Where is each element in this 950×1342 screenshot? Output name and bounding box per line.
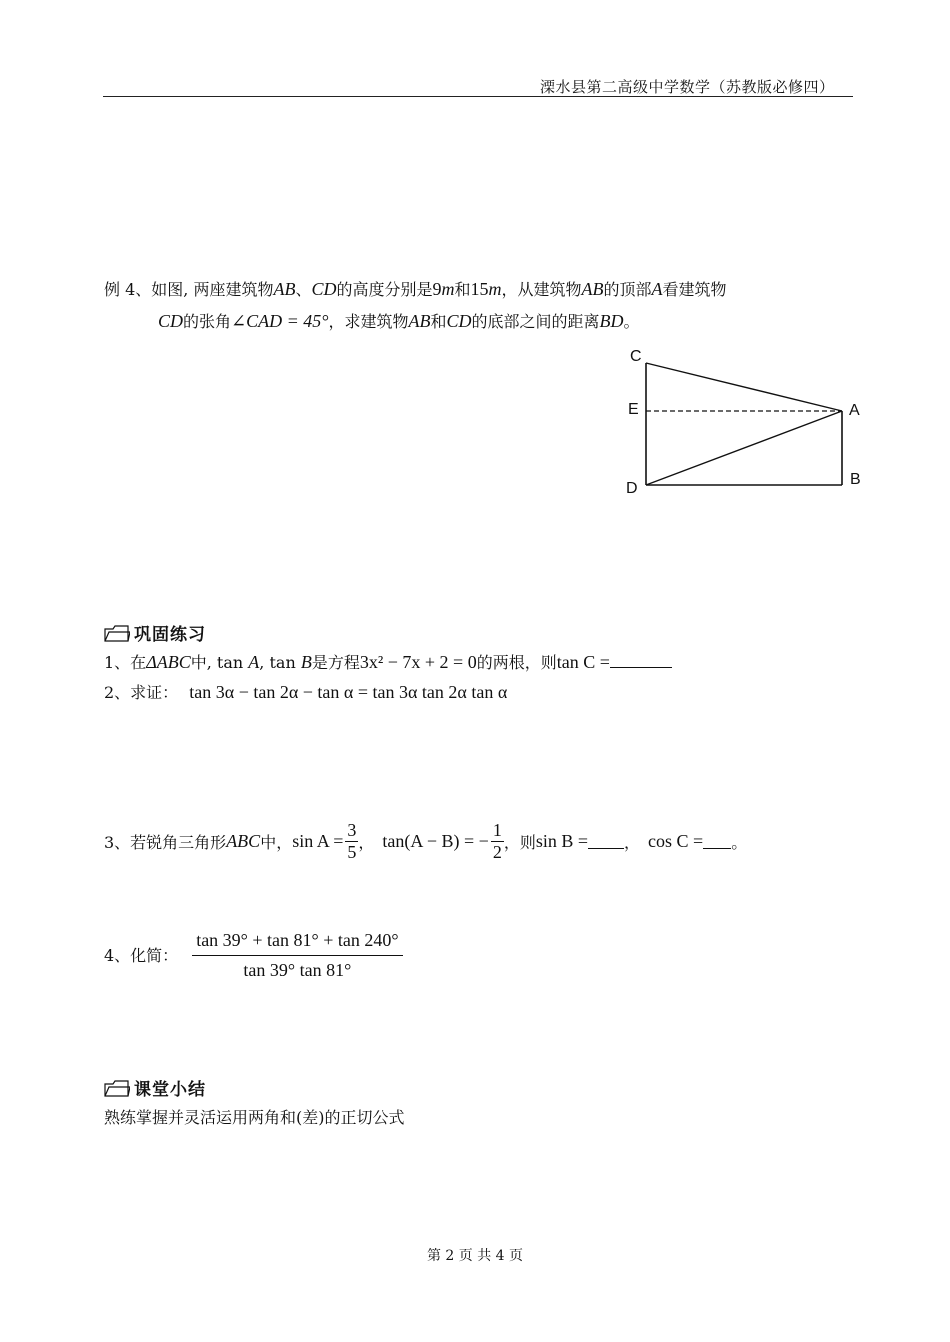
text: , tan bbox=[259, 653, 296, 672]
summary-text: 熟练掌握并灵活运用两角和(差)的正切公式 bbox=[104, 1108, 405, 1127]
numerator: tan 39° + tan 81° + tan 240° bbox=[196, 930, 399, 950]
var-A: A bbox=[248, 652, 260, 672]
building-figure bbox=[620, 345, 870, 505]
folder-icon bbox=[104, 1080, 130, 1098]
label-B: B bbox=[850, 471, 861, 488]
text: 中， bbox=[260, 833, 293, 852]
question-4 bbox=[104, 928, 403, 981]
example4-line2 bbox=[158, 309, 640, 332]
segment-CA bbox=[646, 363, 842, 411]
unit: m bbox=[441, 279, 455, 299]
folder-icon bbox=[104, 625, 130, 643]
var-CD: CD bbox=[311, 279, 337, 299]
var-AB: AB bbox=[408, 311, 431, 331]
q3-prefix: 3、若锐角三角形 bbox=[104, 833, 227, 852]
summary-section-title bbox=[104, 1075, 206, 1100]
text: 的两根，则 bbox=[476, 653, 557, 672]
question-1 bbox=[104, 650, 672, 673]
label-C: C bbox=[630, 348, 642, 365]
text: 看建筑物 bbox=[662, 280, 727, 299]
label-D: D bbox=[626, 480, 638, 497]
q4-prefix: 4、化简： bbox=[104, 946, 179, 965]
denominator: tan 39° tan 81° bbox=[192, 955, 402, 981]
practice-section-title bbox=[104, 620, 206, 645]
example4-prefix: 例 4、如图, 两座建筑物 bbox=[104, 280, 274, 299]
text: 和 bbox=[430, 312, 447, 331]
cosC-label: cos C = bbox=[648, 831, 704, 851]
text: ，求建筑物 bbox=[328, 312, 409, 331]
text: ， bbox=[624, 833, 641, 852]
label-A: A bbox=[849, 402, 860, 419]
text: 的底部之间的距离 bbox=[471, 312, 600, 331]
segment-DA bbox=[646, 411, 842, 485]
sep: 、 bbox=[295, 280, 312, 299]
question-3 bbox=[104, 820, 747, 863]
denominator: 2 bbox=[492, 842, 502, 862]
text: 。 bbox=[731, 833, 748, 852]
answer-blank-cosC[interactable] bbox=[703, 834, 731, 849]
var-ABC: ABC bbox=[226, 831, 261, 851]
answer-blank-sinB[interactable] bbox=[588, 834, 624, 849]
triangle-ABC: ΔABC bbox=[146, 652, 191, 672]
height-cd: 15 bbox=[470, 279, 489, 299]
var-CD: CD bbox=[158, 311, 184, 331]
var-BD: BD bbox=[599, 311, 624, 331]
answer-blank[interactable] bbox=[610, 653, 672, 668]
var-AB: AB bbox=[581, 279, 604, 299]
unit: m bbox=[488, 279, 502, 299]
height-ab: 9 bbox=[432, 279, 442, 299]
var-A: A bbox=[651, 279, 663, 299]
numerator: 1 bbox=[492, 820, 502, 840]
text: 是方程 bbox=[311, 653, 360, 672]
page-number: 第 2 页 共 4 页 bbox=[426, 1248, 524, 1264]
practice-title-text: 巩固练习 bbox=[134, 625, 206, 645]
header-divider bbox=[103, 96, 853, 97]
var-B: B bbox=[300, 652, 312, 672]
summary-title-text: 课堂小结 bbox=[134, 1080, 206, 1100]
header-title: 溧水县第二高级中学数学（苏教版必修四） bbox=[540, 78, 835, 96]
text: 的顶部 bbox=[603, 280, 652, 299]
example4-line1 bbox=[104, 277, 727, 300]
text: ， bbox=[358, 833, 375, 852]
text: ，从建筑物 bbox=[501, 280, 582, 299]
text: 的高度分别是 bbox=[336, 280, 433, 299]
simplify-fraction bbox=[192, 928, 402, 981]
var-AB: AB bbox=[273, 279, 296, 299]
text: 中, tan bbox=[190, 653, 244, 672]
numerator: 3 bbox=[347, 820, 357, 840]
fraction-3-5 bbox=[345, 820, 358, 863]
label-E: E bbox=[628, 401, 639, 418]
sinB-label: sin B = bbox=[535, 831, 589, 851]
sinA-label: sin A = bbox=[292, 831, 344, 851]
text: ，则 bbox=[503, 833, 536, 852]
angle-CAD: ∠CAD = 45° bbox=[231, 311, 329, 331]
quadratic-equation: 3x² − 7x + 2 = 0 bbox=[359, 652, 477, 672]
text: 。 bbox=[623, 312, 640, 331]
tan-identity: tan 3α − tan 2α − tan α = tan 3α tan 2α tan α bbox=[189, 682, 508, 702]
q1-prefix: 1、在 bbox=[104, 653, 147, 672]
text: 的张角 bbox=[183, 312, 232, 331]
denominator: 5 bbox=[347, 842, 357, 862]
tanAB-label: tan(A − B) = − bbox=[382, 831, 489, 851]
text: 和 bbox=[454, 280, 471, 299]
q2-prefix: 2、求证： bbox=[104, 683, 179, 702]
fraction-1-2 bbox=[491, 820, 504, 863]
var-CD: CD bbox=[446, 311, 472, 331]
ask-tanC: tan C = bbox=[556, 652, 610, 672]
question-2 bbox=[104, 680, 507, 703]
